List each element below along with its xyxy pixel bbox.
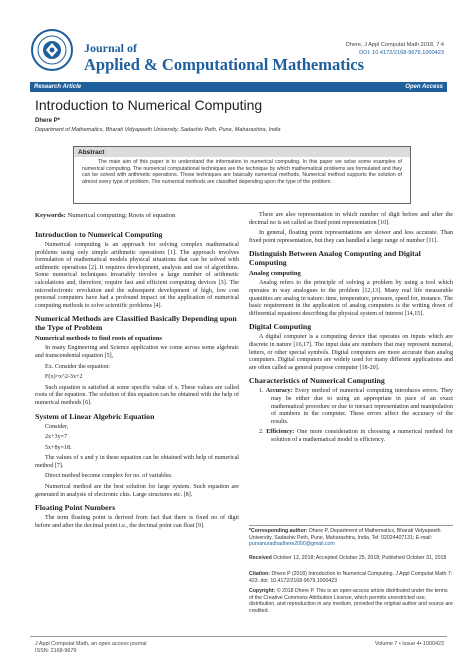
- email-link[interactable]: purvanuradhadhere2000@gmail.com: [249, 541, 335, 547]
- note-text: Dhere P, Department of Mathematics, Bharati Vidyapeeth University, Sadashiv Peth, Pune, Maharashtra, India, Tel: 02024407131; E-mail:: [249, 528, 441, 541]
- note-label: Citation:: [249, 571, 271, 577]
- section-heading-digital: Digital Computing: [249, 322, 312, 332]
- abstract-box: [73, 146, 411, 204]
- subsection-heading-roots: Numerical methods to find roots of equations: [35, 335, 162, 343]
- abstract-text: The main aim of this paper is to understand the information to numerical computing. In this paper we solve some examples of numerical computing. The numerical computational techniques are the technique by which mathematical problems are formulated and they can be solved with arithmetic operations. Those techniques are basically numerical methods. Numerical method supports the solution of almost every type of problem. The numerical methods are classified depending upon the type of the problem.: [82, 159, 402, 185]
- paragraph: Consider,: [45, 423, 69, 430]
- note-text: Dhere P (2018) Introduction to Numerical Computing. J Appl Computat Math 7: 423. doi: 10.4172/2168-9679.1000423: [249, 571, 453, 584]
- paragraph: There are also representation in which number of digit before and after the decimal no is set called as fixed point representation [10].: [249, 212, 453, 226]
- keywords-text: Numerical computing; Roots of equation: [67, 212, 176, 219]
- equation: 5x+8y=18.: [45, 444, 72, 451]
- article-type-label: Research Article: [34, 84, 82, 90]
- abstract-heading: Abstract: [74, 147, 410, 157]
- article-type-band: [30, 82, 447, 92]
- keywords-label: Keywords:: [35, 212, 66, 219]
- paragraph: In many Engineering and Science application we come across some algebraic and transcendental equation [5],: [35, 345, 239, 359]
- paragraph: Direct method become complex for no. of variables.: [45, 473, 173, 480]
- journal-title: Applied & Computational Mathematics: [84, 55, 365, 74]
- list-item-label: Efficiency:: [266, 429, 295, 436]
- footer-volume: Volume 7 • Issue 4• 1000423: [374, 641, 444, 647]
- list-item-number: 2.: [259, 429, 264, 436]
- citation-line: Dhere, J Appl Computat Math 2018, 7:4: [345, 42, 444, 48]
- footer-journal: J Appl Computat Math, an open access journal: [35, 641, 147, 647]
- paragraph: Analog refers to the principle of solving a problem by using a tool which operates in way analogues to the problem [12,13]. Many real life measurable quantities are analog in nature: time, temperature, pressure, speed for, instance. The basic requirement in the application of analog computers is the writing down of differential equations describing the physical system of interest [14,15].: [249, 280, 453, 317]
- list-item: [249, 388, 453, 426]
- list-item-text: One more consideration in choosing a numerical method for solution of a mathematical model is efficiency.: [271, 429, 453, 443]
- paragraph: A digital computer is a computing device that operates on inputs which are discrete in nature [16,17]. The input data are numbers that may represent numeral, letters, or other special symbols. Digital computers are more accurate than analog computers. Digital computers are widely used for many different applications and are often called as general purpose computer [18-20].: [249, 334, 453, 371]
- copyright-note: [249, 588, 453, 614]
- paragraph: Ex. Consider the equation:: [45, 363, 110, 370]
- left-column: [35, 226, 239, 533]
- footer-left: [35, 641, 146, 655]
- note-text: © 2018 Dhere P. This is an open-access article distributed under the terms of the Creative Commons Attribution License, which permits unrestricted use, distribution, and reproduction in any medium, provided the original author and source are credited.: [249, 588, 453, 614]
- note-label: Copyright:: [249, 588, 276, 594]
- footer-divider: [30, 636, 447, 637]
- note-label: Received: [249, 555, 272, 561]
- list-item-text: Every method of numerical computing introduces errors. They may be either due to using an appropriate in pace of an exact mathematical procedure or due to inexact representation and manipulation of numbers in the computer. These errors affect the accuracy of the results.: [271, 388, 453, 425]
- section-heading-float: Floating Point Numbers: [35, 503, 116, 513]
- list-item-number: 1.: [259, 388, 264, 395]
- paragraph: Numerical method are the best solution for large system. Such equation are generated in analysis of electronic ckts. Large structures etc. [8].: [35, 484, 239, 498]
- author-name: Dhere P*: [35, 118, 61, 124]
- footer-issn: ISSN: 2168-9679: [35, 648, 77, 654]
- subsection-heading-analog: Analog computing: [249, 270, 301, 278]
- section-heading-characteristics: Characteristics of Numerical Computing: [249, 376, 385, 386]
- journal-of-label: Journal of: [84, 41, 138, 55]
- keywords: [35, 212, 175, 219]
- section-heading-classified: Numerical Methods are Classified Basically Depending upon the Type of Problem: [35, 314, 237, 333]
- doi-link[interactable]: DOI: 10.4172/2168-9679.1000423: [359, 49, 444, 56]
- list-item-label: Accuracy:: [265, 388, 293, 395]
- right-column: [249, 212, 453, 447]
- corresponding-author-note: [249, 528, 453, 548]
- paragraph: The term floating point is derived from fact that there is fixed no of digit before and after the decimal point i.e., the decimal point can float [9].: [35, 515, 239, 529]
- footnote-divider: [249, 525, 453, 526]
- list-item: [249, 429, 453, 444]
- article-title: Introduction to Numerical Computing: [35, 97, 263, 113]
- paragraph: Such equation is satisfied at some specific value of x. These values are called roots of the equation. The solution of this equation can be obtained with the help of numerical methods [6].: [35, 384, 239, 406]
- author-affiliation: Department of Mathematics, Bharati Vidyapeeth University, Sadashiv Peth, Pune, Maharashtra, India: [35, 127, 281, 133]
- note-label: *Corresponding author:: [249, 528, 308, 534]
- note-text: October 12, 2018; Accepted October 25, 2018; Published October 31, 2018: [273, 555, 447, 561]
- section-heading-analog: Distinguish Between Analog Computing and Digital Computing: [249, 249, 421, 268]
- received-note: [249, 555, 453, 562]
- open-access-label: Open Access: [405, 84, 443, 90]
- paragraph: In general, floating point representations are slower and less accurate. Than fixed point representation, but they can handled a large range of number [11].: [249, 230, 453, 244]
- equation: F(x)=x^2-3x+2: [45, 374, 83, 381]
- header-citation: [346, 42, 444, 57]
- characteristics-list: [249, 388, 453, 444]
- section-heading-system: System of Linear Algebric Equation: [35, 411, 155, 421]
- paragraph: The values of x and y in these equation can be obtained with help of numerical method [7].: [35, 455, 239, 469]
- equation: 2x+3y=7: [45, 434, 68, 441]
- journal-logo-icon: [30, 28, 74, 72]
- citation-note: [249, 571, 453, 584]
- section-heading-intro: Introduction to Numerical Computing: [35, 230, 163, 239]
- paragraph: Numerical computing is an approach for solving complex mathematical problems using only simple arithmetic operations [1]. The approach involves formulation of mathematical models physical situations that can be solved with arithmetic operations [2]. It requires development, analysis and use of algorithms. Some numerical techniques invariably involve a large number of arithmetic calculations and, therefore, require fast and efficient computing devices [3]. The microelectronic revolution and the subsequent development of high, low cost personal computers have had a profound impact on the application of numerical computing methods to solve scientific problems [4].: [35, 242, 239, 309]
